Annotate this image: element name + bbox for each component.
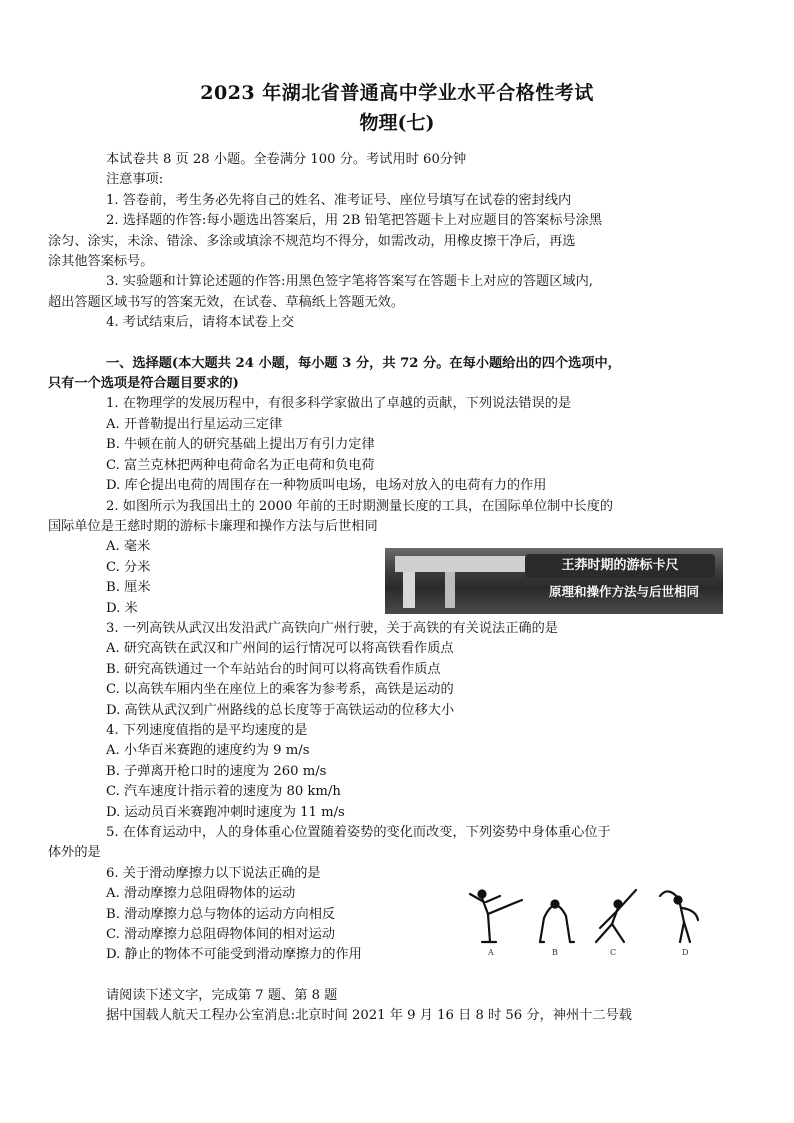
exam-subtitle: 物理(七) — [359, 112, 435, 134]
caliper-photo — [385, 548, 723, 614]
pose-label-a: A — [488, 948, 494, 957]
q2-option-d: D. 米 — [106, 600, 138, 616]
notice-2c: 涂其他答案标号。 — [48, 254, 154, 270]
q4-option-d: D. 运动员百米赛跑冲刺时速度为 11 m/s — [106, 804, 345, 820]
q3-option-c: C. 以高铁车厢内坐在座位上的乘客为参考系，高铁是运动的 — [106, 682, 454, 698]
poses-drawing — [460, 880, 730, 950]
q6-stem: 6. 关于滑动摩擦力以下说法正确的是 — [106, 865, 321, 881]
q4-option-a: A. 小华百米赛跑的速度约为 9 m/s — [106, 743, 310, 759]
q6-option-a: A. 滑动摩擦力总阻碍物体的运动 — [106, 886, 296, 902]
q1-option-c: C. 富兰克林把两种电荷命名为正电荷和负电荷 — [106, 457, 375, 473]
notice-3b: 超出答题区域书写的答案无效，在试卷、草稿纸上答题无效。 — [48, 294, 405, 310]
q2-stem-b: 国际单位是王慈时期的游标卡廉理和操作方法与后世相同 — [48, 518, 378, 534]
pose-label-d: D — [682, 948, 689, 957]
q1-option-a: A. 开普勒提出行星运动三定律 — [106, 416, 283, 432]
notice-1: 1. 答卷前，考生务必先将自己的姓名、准考证号、座位号填写在试卷的密封线内 — [106, 192, 572, 208]
section1-heading-b: 只有一个选项是符合题目要求的) — [48, 376, 239, 392]
caliper-jaw-shape — [445, 572, 455, 608]
reading-passage: 据中国载人航天工程办公室消息:北京时间 2021 年 9 月 16 日 8 时 56 分，神州十二号载 — [106, 1008, 632, 1024]
caliper-caption-title: 王莽时期的游标卡尺 — [525, 554, 715, 578]
q5-stem-b: 体外的是 — [48, 845, 101, 861]
pose-b-figure — [540, 901, 574, 943]
q3-stem: 3. 一列高铁从武汉出发沿武广高铁向广州行驶，关于高铁的有关说法正确的是 — [106, 620, 558, 636]
q3-option-b: B. 研究高铁通过一个车站站台的时间可以将高铁看作质点 — [106, 661, 441, 677]
q4-option-c: C. 汽车速度计指示着的速度为 80 km/h — [106, 784, 341, 800]
reading-instruction: 请阅读下述文字，完成第 7 题、第 8 题 — [106, 987, 338, 1003]
q2-option-c: C. 分米 — [106, 559, 151, 575]
q6-option-c: C. 滑动摩擦力总阻碍物体间的相对运动 — [106, 927, 336, 943]
caliper-jaw-shape — [403, 572, 415, 608]
caliper-caption-subtitle: 原理和操作方法与后世相同 — [548, 584, 699, 599]
q6-option-d: D. 静止的物体不可能受到滑动摩擦力的作用 — [106, 947, 362, 963]
q6-option-b: B. 滑动摩擦力总与物体的运动方向相反 — [106, 906, 336, 922]
section1-heading-a: 一、选择题(本大题共 24 小题，每小题 3 分，共 72 分。在每小题给出的四个选项中， — [106, 355, 621, 371]
exam-title: 2023 年湖北省普通高中学业水平合格性考试 — [200, 82, 594, 104]
q5-stem-a: 5. 在体育运动中，人的身体重心位置随着姿势的变化而改变，下列姿势中身体重心位于 — [106, 825, 611, 840]
pose-d-figure — [660, 891, 698, 942]
q4-stem: 4. 下列速度值指的是平均速度的是 — [106, 722, 308, 738]
poses-figure — [460, 880, 730, 960]
notice-3a: 3. 实验题和计算论述题的作答:用黑色签字笔将答案写在答题卡上对应的答题区域内, — [106, 274, 593, 290]
q1-option-d: D. 库仑提出电荷的周围存在一种物质叫电场，电场对放入的电荷有力的作用 — [106, 478, 547, 494]
q3-option-d: D. 高铁从武汉到广州路线的总长度等于高铁运动的位移大小 — [106, 702, 455, 718]
q2-option-b: B. 厘米 — [106, 580, 151, 596]
intro-line: 本试卷共 8 页 28 小题。全卷满分 100 分。考试用时 60分钟 — [106, 152, 467, 167]
pose-label-c: C — [610, 948, 617, 957]
caliper-bar-shape — [395, 556, 545, 572]
q2-stem-a: 2. 如图所示为我国出土的 2000 年前的王时期测量长度的工具，在国际单位制中长度的 — [106, 498, 614, 514]
q3-option-a: A. 研究高铁在武汉和广州间的运行情况可以将高铁看作质点 — [106, 641, 454, 657]
pose-c-figure — [596, 890, 636, 942]
q2-option-a: A. 毫米 — [106, 539, 151, 555]
notice-4: 4. 考试结束后，请将本试卷上交 — [106, 315, 295, 331]
q4-option-b: B. 子弹离开枪口时的速度为 260 m/s — [106, 763, 327, 779]
q1-option-b: B. 牛顿在前人的研究基础上提出万有引力定律 — [106, 437, 375, 453]
pose-label-b: B — [552, 948, 558, 957]
pose-a-figure — [470, 891, 522, 943]
notice-label: 注意事项: — [106, 172, 164, 188]
notice-2b: 涂匀、涂实，未涂、错涂、多涂或填涂不规范均不得分，如需改动，用橡皮擦干净后，再选 — [48, 233, 576, 249]
q1-stem: 1. 在物理学的发展历程中，有很多科学家做出了卓越的贡献，下列说法错误的是 — [106, 396, 572, 412]
notice-2a: 2. 选择题的作答:每小题选出答案后，用 2B 铅笔把答题卡上对应题目的答案标号涂黑 — [106, 213, 603, 229]
